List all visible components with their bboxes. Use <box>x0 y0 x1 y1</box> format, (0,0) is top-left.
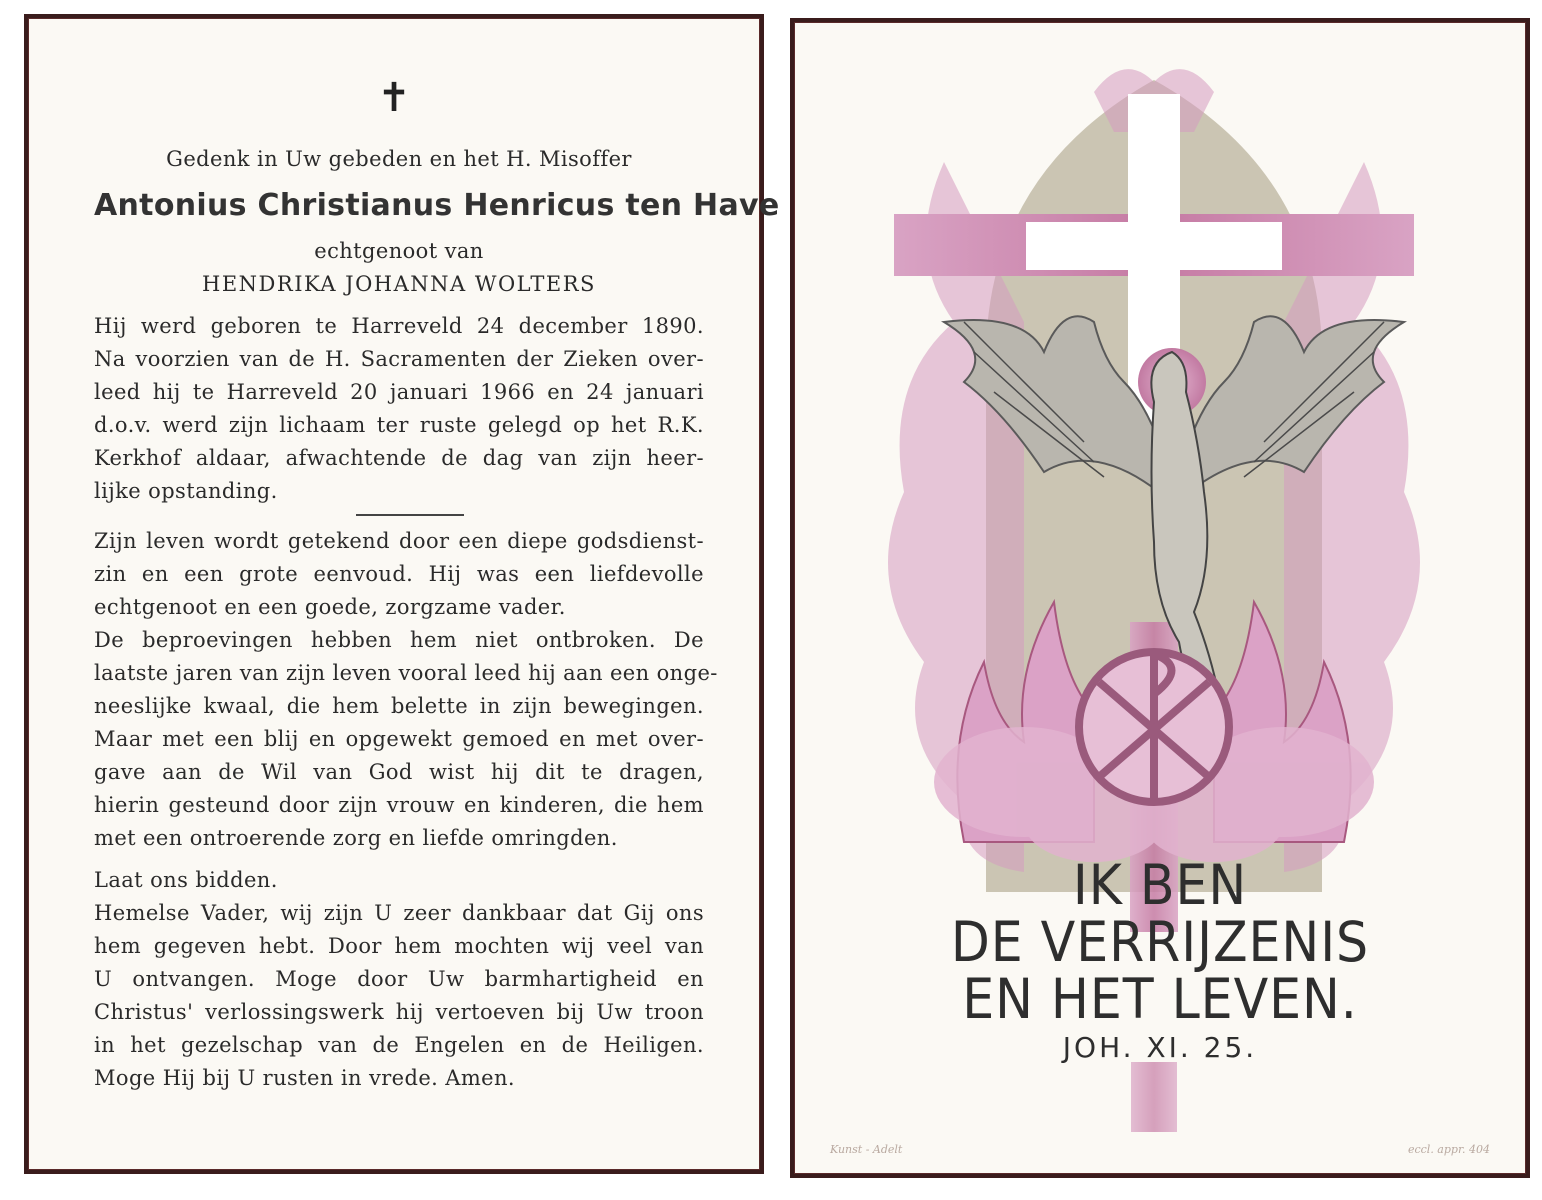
biography-paragraph <box>94 310 704 508</box>
scripture-line: IK BEN <box>1072 853 1248 917</box>
text-line: Maar met een blij en opgewekt gemoed en met over- <box>94 727 704 751</box>
tribute-paragraph <box>94 525 718 855</box>
text-line: Zijn leven wordt getekend door een diepe godsdienst- <box>94 529 704 553</box>
text-line: met een ontroerende zorg en liefde omringden. <box>94 826 618 850</box>
approval-note: eccl. appr. 404 <box>1407 1143 1490 1156</box>
text-line: Hij werd geboren te Harreveld 24 december 1890. <box>94 314 704 338</box>
scripture-line: DE VERRIJZENIS <box>950 910 1370 974</box>
text-line: Kerkhof aldaar, afwachtende de dag van zijn heer- <box>94 446 704 470</box>
deceased-name: Antonius Christianus Henricus ten Have <box>94 188 780 223</box>
text-line: De beproevingen hebben hem niet ontbroken. De <box>94 628 704 652</box>
artist-credit: Kunst - Adelt <box>830 1143 903 1156</box>
text-line: d.o.v. werd zijn lichaam ter ruste gelegd op het R.K. <box>94 413 704 437</box>
scripture-reference: JOH. XI. 25. <box>1062 1031 1258 1064</box>
text-line: in het gezelschap van de Engelen en de Heiligen. <box>94 1033 704 1057</box>
text-line: echtgenoot en een goede, zorgzame vader. <box>94 595 566 619</box>
cross-icon: ✝ <box>377 75 411 121</box>
divider <box>356 514 464 516</box>
text-line: gave aan de Wil van God wist hij dit te dragen, <box>94 760 704 784</box>
text-line: lijke opstanding. <box>94 479 278 503</box>
scripture-quote <box>794 853 1526 1066</box>
text-line: hem gegeven hebt. Door hem mochten wij veel van <box>94 934 704 958</box>
text-line: laatste jaren van zijn leven vooral leed hij aan een onge- <box>94 661 718 685</box>
chi-rho-wheel <box>1079 652 1229 802</box>
text-line: Na voorzien van de H. Sacramenten der Zieken over- <box>94 347 704 371</box>
memorial-text-card <box>24 14 780 1174</box>
text-line: Moge Hij bij U rusten in vrede. Amen. <box>94 1066 516 1090</box>
spouse-intro: echtgenoot van <box>314 239 484 263</box>
text-line: hierin gesteund door zijn vrouw en kinderen, die hem <box>94 793 704 817</box>
text-line: neeslijke kwaal, die hem belette in zijn bewegingen. <box>94 694 704 718</box>
scripture-line: EN HET LEVEN. <box>962 967 1358 1031</box>
spouse-name: HENDRIKA JOHANNA WOLTERS <box>202 272 596 296</box>
intro-line: Gedenk in Uw gebeden en het H. Misoffer <box>166 147 632 171</box>
text-line: Laat ons bidden. <box>94 868 278 892</box>
text-line: leed hij te Harreveld 20 januari 1966 en 24 januari <box>94 380 704 404</box>
bottom-ray <box>1131 1062 1177 1132</box>
illustration-card <box>790 18 1530 1178</box>
prayer-paragraph <box>94 864 704 1095</box>
text-line: zin en een grote eenvoud. Hij was een liefdevolle <box>94 562 704 586</box>
text-line: Christus' verlossingswerk hij vertoeven bij Uw troon <box>94 1000 704 1024</box>
text-line: Hemelse Vader, wij zijn U zeer dankbaar dat Gij ons <box>94 901 704 925</box>
text-line: U ontvangen. Moge door Uw barmhartigheid en <box>94 967 704 991</box>
